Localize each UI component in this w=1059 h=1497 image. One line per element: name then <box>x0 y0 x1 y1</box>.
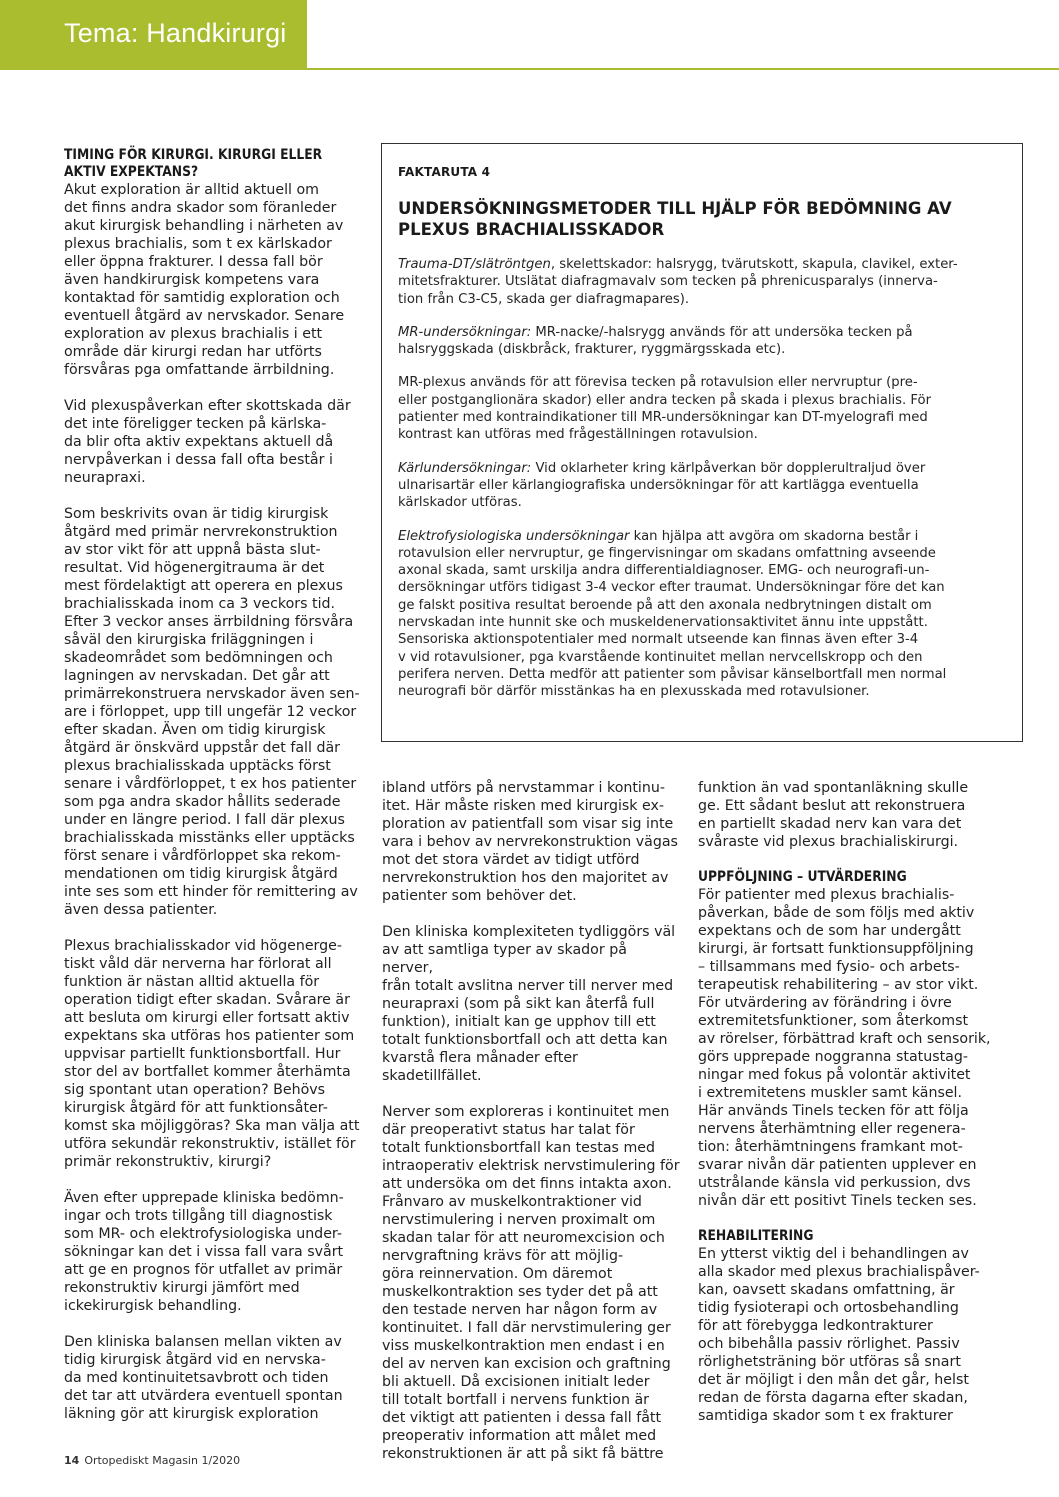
page-number: 14 <box>64 1454 80 1467</box>
fact-box-item <box>398 324 1007 359</box>
paragraph: Nerver som exploreras i kontinuitet men där preoperativt status har talat för totalt funktionsbortfall kan testas med intraoperativ elektrisk nervstimulering för att undersöka om det finns intakta axon. Frånvaro av muskelkontraktioner vid nervstimulering i nerven proximalt om skadan talar för att neuromexcision och nervgraftning krävs för att möjlig- göra reinnervation. Om däremot muskelkontraktion ses tyder det på att den testade nerven har någon form av kontinuitet. I fall där nervstimulering ger viss muskelkontraktion men endast i en del av nerven kan excision och graftning bli aktuell. Då excisionen initialt leder till totalt bortfall i nervens funktion är det viktigt att patienten i dessa fall fått preoperativ information att målet med rekonstruktionen är att på sikt få bättre <box>382 1104 680 1462</box>
paragraph: För patienter med plexus brachialis- påverkan, både de som följs med aktiv expektans och de som har undergått kirurgi, är fortsatt funktionsuppföljning – tillsammans med fysio- och arbets- terapeutisk rehabilitering – av stor vikt. För utvärdering av förändring i övre extremitetsfunktioner, som återkomst av rörelser, förbättrad kraft och sensorik, görs upprepade noggranna statustag- ningar med fokus på volontär aktivitet i extremitetens muskler samt känsel. Här används Tinels tecken för att följa nervens återhämtning eller regenera- tion: återhämtningens framkant mot- svarar nivån där patienten upplever en utstrålande känsla vid perkussion, dvs nivån där ett positivt Tinels tecken ses. <box>698 887 991 1209</box>
heading-uppfoljning: UPPFÖLJNING – UTVÄRDERING <box>698 869 907 885</box>
paragraph: Även efter upprepade kliniska bedömn- ingar och trots tillgång till diagnostisk som MR- och elektrofysiologiska under- sökningar kan det i vissa fall vara svårt att ge en prognos för utfallet av primär rekonstruktiv kirurgi jämfört med ickekirurgisk behandling. <box>64 1190 344 1314</box>
column-1 <box>64 147 364 1423</box>
fact-box-item <box>398 256 1007 308</box>
column-2 <box>382 779 681 1463</box>
paragraph: Akut exploration är alltid aktuell om det finns andra skador som föranleder akut kirurgisk behandling i närheten av plexus brachialis, som t ex kärlskador eller öppna frakturer. I dessa fall bör även handkirurgisk kompetens vara kontaktad för samtidig exploration och eventuell åtgärd av nervskador. Senare exploration av plexus brachialis i ett område där kirurgi redan har utförts försvåras pga omfattande ärrbildning. <box>64 182 345 378</box>
header-rule <box>307 68 1059 70</box>
section-title: Tema: Handkirurgi <box>64 18 287 48</box>
fact-box-term: Kärlundersökningar: <box>398 460 532 476</box>
paragraph: Den kliniska komplexiteten tydliggörs väl av att samtliga typer av skador på nerver, från totalt avslitna nerver till nerver med neurapraxi (som på sikt kan återfå full funktion), initialt kan ge upphov till ett totalt funktionsbortfall och att detta kan kvarstå flera månader efter skadetillfället. <box>382 924 676 1084</box>
fact-box-term: Elektrofysiologiska undersökningar <box>398 528 630 544</box>
paragraph: Vid plexuspåverkan efter skottskada där det inte föreligger tecken på kärlska- da blir ofta aktiv expektans aktuell då nervpåverkan i dessa fall ofta består i neurapraxi. <box>64 398 351 486</box>
heading-rehabilitering: REHABILITERING <box>698 1228 814 1244</box>
paragraph: ibland utförs på nervstammar i kontinu- itet. Här måste risken med kirurgisk ex- ploration av patientfall som visar sig inte vara i behov av nervrekonstruktion vägas mot det stora värdet av tidigt utförd nervrekonstruktion hos den majoritet av patienter som behöver det. <box>382 780 678 904</box>
paragraph: En ytterst viktig del i behandlingen av alla skador med plexus brachialispåver- kan, oavsett skadans omfattning, är tidig fysioterapi och ortosbehandling för att förebygga ledkontrakturer och bibehålla passiv rörlighet. Passiv rörlighetsträning bör utföras så snart det är möjligt i den mån det går, helst redan de första dagarna efter skadan, samtidiga skador som t ex frakturer <box>698 1246 980 1424</box>
paragraph: Den kliniska balansen mellan vikten av tidig kirurgisk åtgärd vid en nervska- da med kontinuitetsavbrott och tiden det tar att utvärdera eventuell spontan läkning gör att kirurgisk exploration <box>64 1334 343 1422</box>
fact-box-text: MR-nacke/-halsrygg används för att undersöka tecken på halsryggskada (diskbråck, frakturer, ryggmärgsskada etc). <box>398 324 913 358</box>
fact-box-text: Vid oklarheter kring kärlpåverkan bör dopplerultraljud över ulnarisartär eller kärlangiografiska undersökningar för att kartlägga eventuella kärlskador utföras. <box>398 460 926 511</box>
paragraph: funktion än vad spontanläkning skulle ge. Ett sådant beslut att rekonstruera en partiellt skadad nerv kan vara det svåraste vid plexus brachialiskirurgi. <box>698 780 969 850</box>
paragraph: Plexus brachialisskador vid högenerge- tiskt våld där nerverna har förlorat all funktion är nästan alltid aktuella för operation tidigt efter skadan. Svårare är att besluta om kirurgi eller fortsatt aktiv expektans ska utföras hos patienter som uppvisar partiellt funktionsbortfall. Hur stor del av bortfallet kommer återhämta sig spontant utan operation? Behövs kirurgisk åtgärd för att funktionsåter- komst ska möjliggöras? Ska man välja att utföra sekundär rekonstruktiv, istället för primär rekonstruktiv, kirurgi? <box>64 938 360 1170</box>
fact-box <box>381 143 1023 742</box>
fact-box-label: FAKTARUTA 4 <box>398 165 491 179</box>
fact-box-title: UNDERSÖKNINGSMETODER TILL HJÄLP FÖR BEDÖMNING AV PLEXUS BRACHIALISSKADOR <box>398 199 952 239</box>
column-3 <box>698 779 996 1425</box>
fact-box-term: MR-undersökningar: <box>398 324 532 340</box>
fact-box-item <box>398 374 1007 443</box>
paragraph: Som beskrivits ovan är tidig kirurgisk åtgärd med primär nervrekonstruktion av stor vikt för att uppnå bästa slut- resultat. Vid högenergitrauma är det mest fördelaktigt att operera en plexus brachialisskada inom ca 3 veckors tid. Efter 3 veckor anses ärrbildning försvåra såväl den kirurgiska friläggningen i skadeområdet som bedömningen och lagningen av nervskadan. Det går att primärrekonstruera nervskador även sen- are i förloppet, upp till ungefär 12 veckor efter skadan. Även om tidig kirurgisk åtgärd är önskvärd uppstår det fall där plexus brachialisskada upptäcks först senare i vårdförloppet, t ex hos patienter som pga andra skador hållits sederade under en längre period. I fall där plexus brachialisskada misstänks eller upptäcks först senare i vårdförloppet ska rekom- mendationen om tidig kirurgisk åtgärd inte ses som ett hinder för remittering av även dessa patienter. <box>64 506 360 918</box>
page-footer <box>64 1454 240 1467</box>
fact-box-item <box>398 528 1007 701</box>
fact-box-text: , skelettskador: halsrygg, tvärutskott, skapula, clavikel, exter- mitetsfrakturer. Utslätat diafragmavalv som tecken på phrenicusparalys (innerva- tion från C3-C5, skada ger diafragmapares). <box>398 257 958 307</box>
fact-box-text: kan hjälpa att avgöra om skadorna består i rotavulsion eller nervruptur, ge fingervisningar om skadans omfattning avseende axonal skada, samt urskilja andra differentialdiagnoser. EMG- och neurografi-un- dersökningar utförs tidigast 3-4 veckor efter traumat. Undersökningar före det kan ge falskt positiva resultat beroende på att den axonala nedbrytningen distalt om nervskadan inte hunnit ske och muskeldenervationsaktivitet ännu inte uppstått. Sensoriska aktionspotentialer med normalt utseende kan finnas även efter 3-4 v vid rotavulsioner, pga kvarstående kontinuitet mellan nervcellskropp och den perifera nerven. Detta medför att patienter som påvisar känselbortfall men normal neurografi bör därför misstänkas ha en plexusskada med rotavulsioner. <box>398 528 947 700</box>
fact-box-term: Trauma-DT/slätröntgen <box>398 257 551 272</box>
fact-box-item <box>398 460 1007 512</box>
heading-timing: TIMING FÖR KIRURGI. KIRURGI ELLER AKTIV EXPEKTANS? <box>64 147 323 180</box>
fact-box-text: MR-plexus används för att förevisa tecken på rotavulsion eller nervruptur (pre- eller postganglionära skador) eller andra tecken på skada i plexus brachialis. För patienter med kontraindikationer till MR-undersökningar kan DT-myelografi med kontrast kan utföras med frågeställningen rotavulsion. <box>398 375 932 443</box>
publication-name: Ortopediskt Magasin 1/2020 <box>84 1454 241 1467</box>
